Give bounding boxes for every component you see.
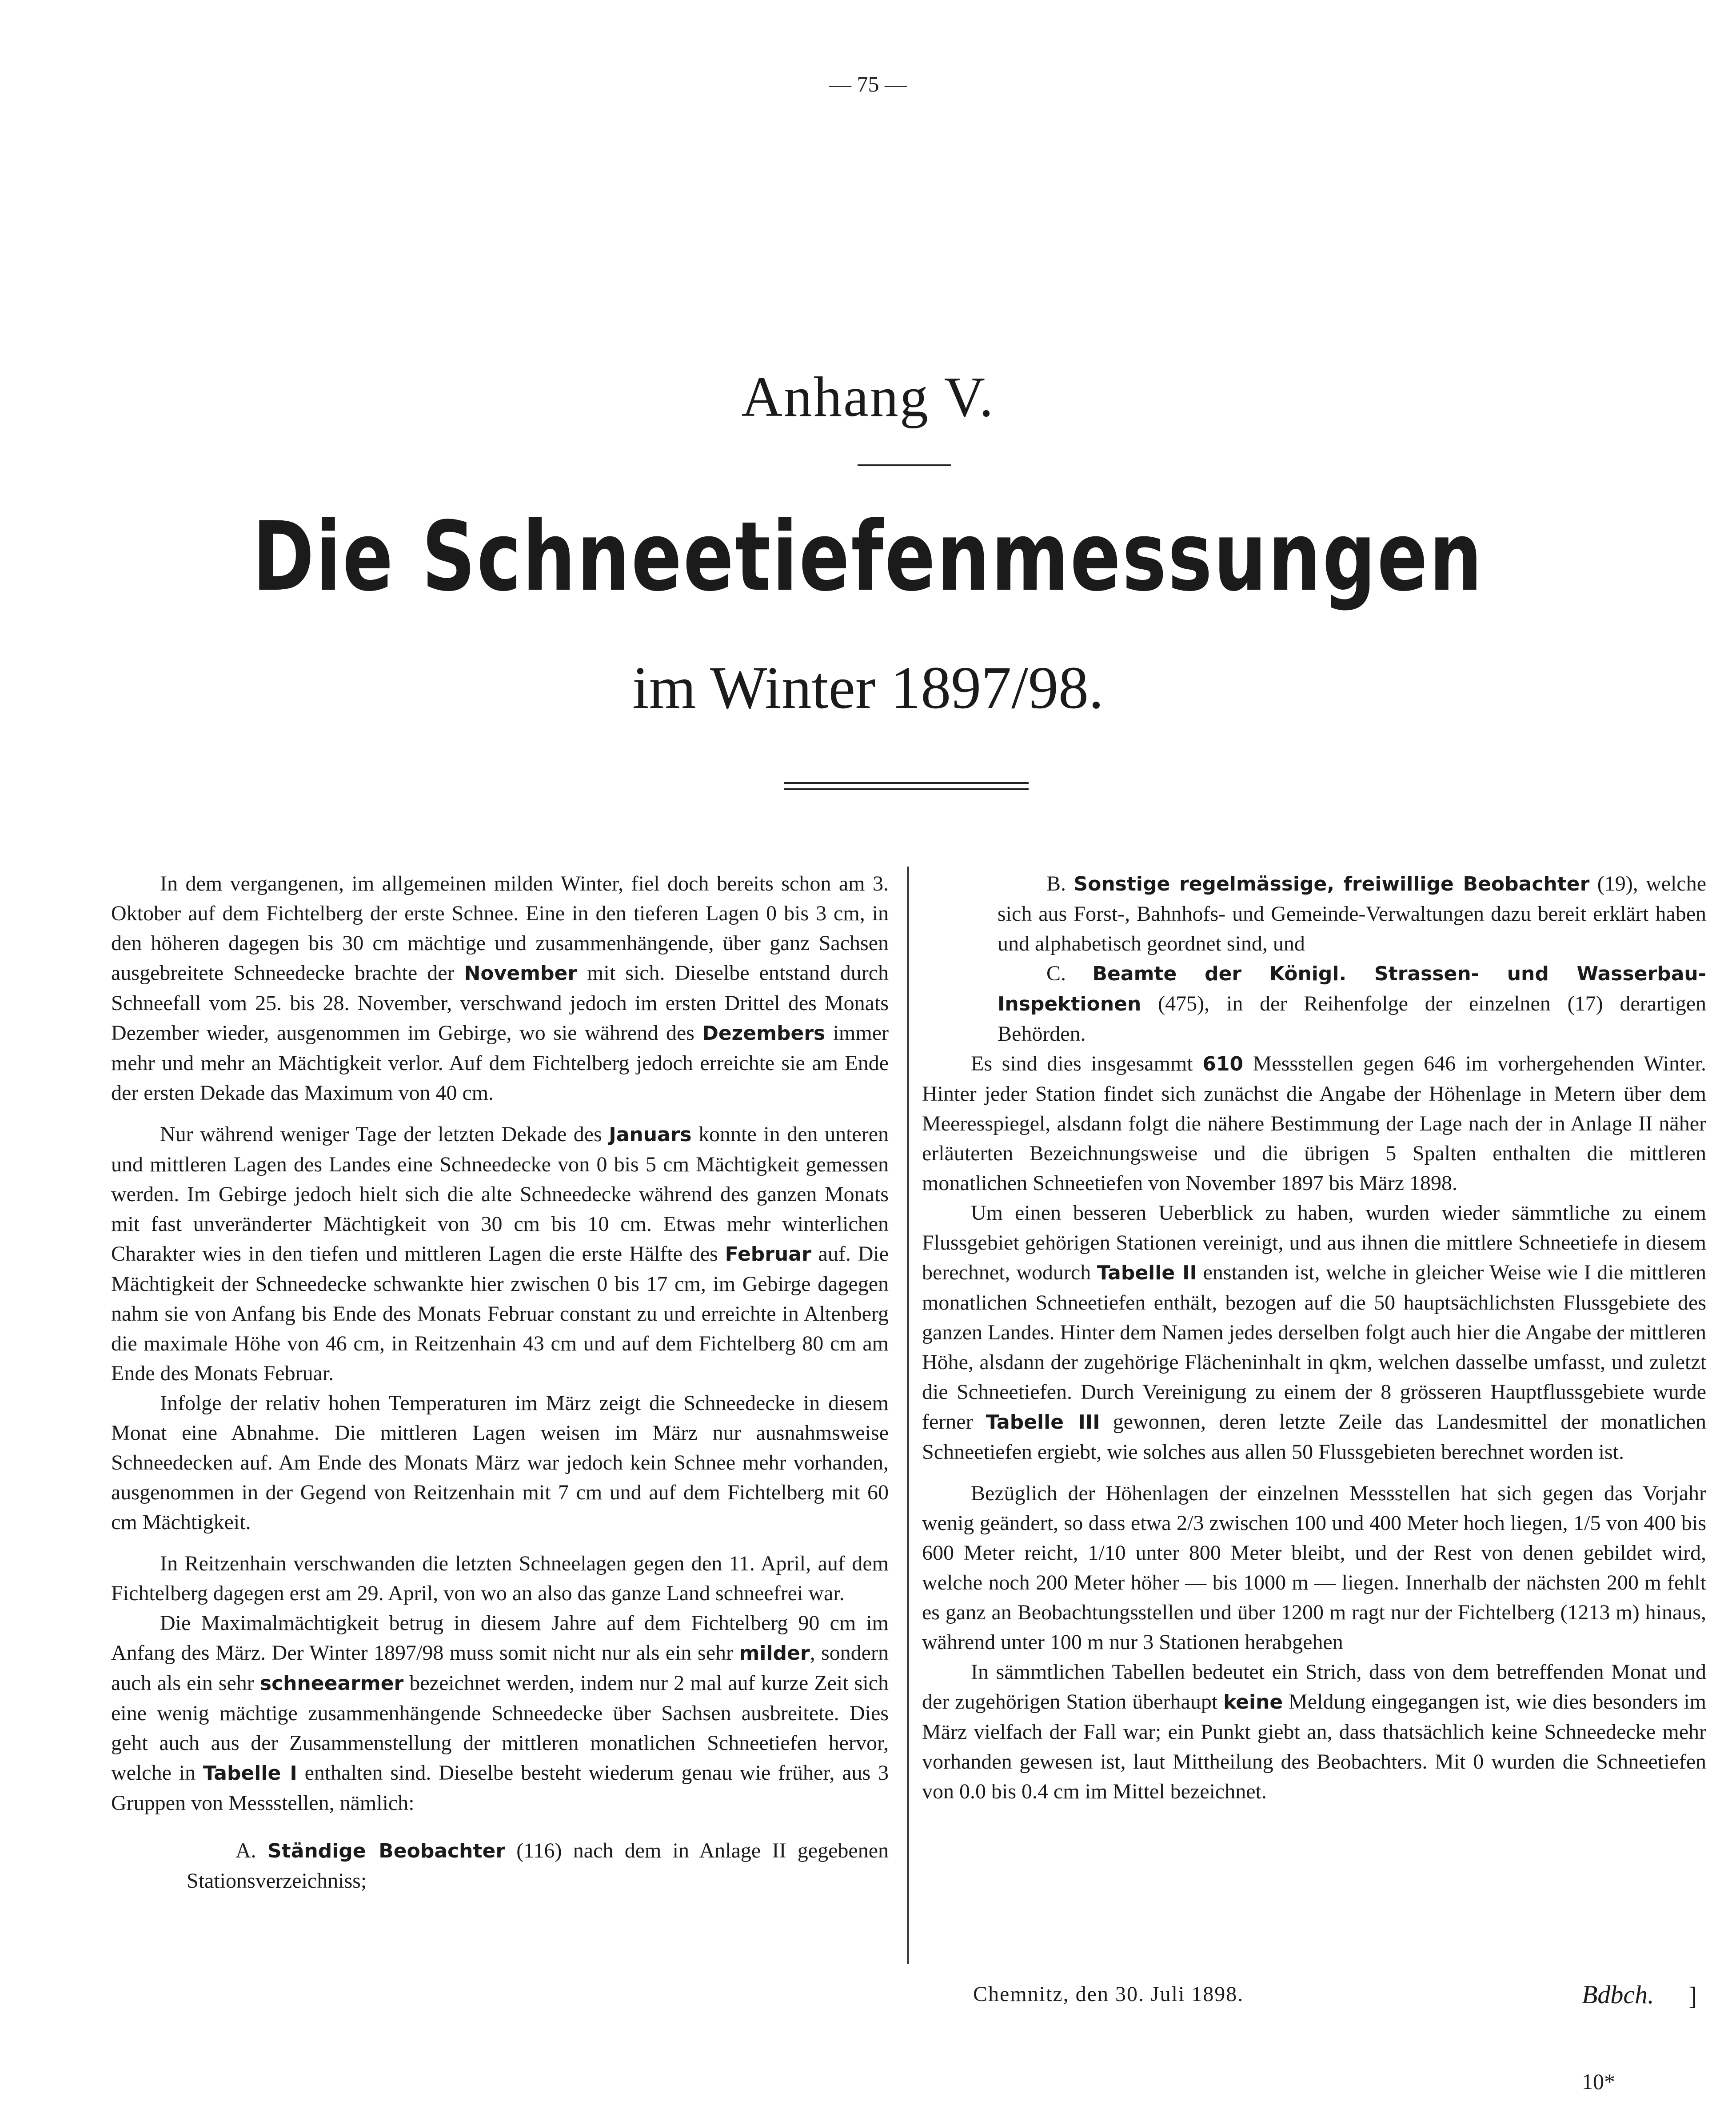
text-run: immer mehr und mehr an Mächtigkeit verlor. Auf dem Fichtelberg jedoch erreichte sie am Ende der ersten Dekade das Maximum von 40 cm. [111, 1021, 889, 1105]
document-subtitle: im Winter 1897/98. [632, 655, 1104, 721]
paragraph [922, 1657, 1706, 1806]
text-run: Es sind dies insgesammt [971, 1052, 1203, 1075]
text-run: In dem vergangenen, im allgemeinen milden Winter, fiel doch bereits schon am 3. Oktober auf dem Fichtelberg der erste Schnee. Eine in den tieferen Lagen 0 bis 3 cm, in den höheren dagegen bis 30 cm mächtige und zusammenhängende, über ganz Sachsen ausgebreitete Schneedecke brachte der [111, 872, 889, 985]
document-title: Die Schneetiefenmessungen [252, 501, 1484, 612]
double-rule [784, 782, 1029, 790]
text-run: zwischen 100 und 400 Meter hoch liegen, [1204, 1511, 1574, 1535]
list-marker: A. [235, 1839, 256, 1862]
text-run: (19), welche sich aus Forst-, Bahnhofs- und Gemeinde-Verwaltungen dazu bereit erklärt haben und alphabetisch geordnet sind, und [998, 872, 1707, 955]
emphasis: Tabelle I [203, 1762, 297, 1785]
signature: Bdbch. [1582, 1980, 1654, 2009]
place-date: Chemnitz, den 30. Juli 1898. [973, 1982, 1244, 2006]
text-run: auf. Die Mächtigkeit der Schneedecke schwankte hier zwischen 0 bis 17 cm, im Gebirge dagegen nahm sie von Anfang bis Ende des Monats Februar constant zu und erreichte in Altenberg die maximale Höhe von 46 cm, in Reitzenhain 43 cm und auf dem Fichtelberg 80 cm am Ende des Monats Februar. [111, 1242, 889, 1385]
list-item-b [922, 869, 1706, 959]
list-marker: C. [1046, 962, 1066, 985]
emphasis: Ständige Beobachter [267, 1840, 506, 1862]
fraction: 1/10 [1088, 1541, 1126, 1565]
emphasis: Tabelle II [1097, 1262, 1197, 1284]
emphasis: Februar [725, 1243, 811, 1266]
left-column [111, 869, 889, 1896]
appendix-heading: Anhang V. [741, 365, 995, 428]
text-run: Die Maximalmächtigkeit betrug in diesem Jahre auf dem Fichtelberg 90 cm im Anfang des März. Der Winter 1897/98 muss somit nicht nur als ein sehr [111, 1611, 889, 1665]
text-run: , sondern auch als ein sehr [111, 1641, 889, 1695]
paragraph [111, 869, 889, 1108]
emphasis: milder [739, 1642, 810, 1665]
sheet-number: 10* [1582, 2069, 1615, 2094]
text-run: gewonnen, deren letzte Zeile das Landesmittel der monatlichen Schneetiefen ergiebt, wie solches aus allen 50 Flussgebieten berechnet worden ist. [922, 1410, 1707, 1464]
text-run: mit sich. Dieselbe entstand durch Schneefall vom 25. bis 28. November, verschwand jedoch im ersten Drittel des Monats Dezember wieder, ausgenommen im Gebirge, wo sie während des [111, 961, 889, 1045]
text-run: Meldung eingegangen ist, wie dies besonders im März vielfach der Fall war; ein Punkt giebt an, dass thatsächlich keine Schneedecke mehr vorhanden gewesen ist, laut Mittheilung des Beobachters. Mit 0 wurden die Schneetiefen von 0.0 bis 0.4 cm im Mittel bezeichnet. [922, 1690, 1706, 1803]
paragraph [922, 1198, 1706, 1467]
list-item-a [111, 1836, 889, 1896]
list-marker: B. [1046, 872, 1066, 895]
paragraph: Infolge der relativ hohen Temperaturen im März zeigt die Schneedecke in diesem Monat eine Abnahme. Die mittleren Lagen weisen im März nur ausnahmsweise Schneedecken auf. Am Ende des Monats März war jedoch kein Schnee mehr vorhanden, ausgenommen in der Gegend von Reitzenhain mit 7 cm und auf dem Fichtelberg mit 60 cm Mächtigkeit. [111, 1391, 889, 1534]
text-run: In sämmtlichen Tabellen bedeutet ein Strich, dass von dem betreffenden Monat und der zugehörigen Station überhaupt [922, 1660, 1706, 1714]
text-run: unter 800 Meter bleibt, und der Rest von denen gebildet wird, welche noch 200 Meter höher — bis 1000 m — liegen. Innerhalb der nächsten 200 m fehlt es ganz an Beobachtungsstellen und über 1200 m ragt nur der Fichtelberg (1213 m) hinaus, während unter 100 m nur 3 Stationen herabgehen [922, 1541, 1707, 1654]
heading-rule [858, 464, 951, 466]
text-run: Bezüglich der Höhenlagen der einzelnen Messstellen hat sich gegen das Vorjahr wenig geändert, so dass etwa [922, 1482, 1706, 1535]
right-column [922, 869, 1706, 1806]
paragraph [922, 1478, 1706, 1657]
column-divider [907, 867, 909, 1964]
emphasis: Januars [609, 1123, 692, 1146]
emphasis: Tabelle III [986, 1411, 1100, 1434]
text-run: bezeichnet werden, indem nur 2 mal auf kurze Zeit sich eine wenig mächtige zusammenhängende Schneedecke über Sachsen ausbreitete. Dies geht auch aus der Zusammenstellung der mittleren monatlichen Schneetiefen hervor, welche in [111, 1671, 889, 1785]
text-run: Um einen besseren Ueberblick zu haben, wurden wieder sämmtliche zu einem Flussgebiet gehörigen Stationen vereinigt, und aus ihnen die mittlere Schneetiefe in diesem berechnet, wodurch [922, 1201, 1706, 1284]
emphasis: Beamte der Königl. Strassen- und Wasserbau-Inspektionen [998, 963, 1706, 1015]
fraction: 2/3 [1177, 1511, 1204, 1535]
text-run: (116) nach dem in Anlage II gegebenen Stationsverzeichniss; [187, 1839, 889, 1893]
emphasis: November [464, 962, 578, 985]
text-run: enthalten sind. Dieselbe besteht wiederum genau wie früher, aus 3 Gruppen von Messstellen, nämlich: [111, 1761, 889, 1815]
text-run: konnte in den unteren und mittleren Lagen des Landes eine Schneedecke von 0 bis 5 cm Mächtigkeit gemessen werden. Im Gebirge jedoch hielt sich die alte Schneedecke während des ganzen Monats mit fast unveränderter Mächtigkeit von 30 cm bis 10 cm. Etwas mehr winterlichen Charakter wies in den tiefen und mittleren Lagen die erste Hälfte des [111, 1122, 889, 1266]
page-number: — 75 — [829, 72, 907, 96]
text-run: Nur während weniger Tage der letzten Dekade des [160, 1122, 609, 1146]
fraction: 1/5 [1573, 1511, 1601, 1535]
list-item-c [922, 959, 1706, 1049]
paragraph [922, 1049, 1706, 1198]
text-run: enstanden ist, welche in gleicher Weise wie I die mittleren monatlichen Schneetiefen enthält, bezogen auf die 50 hauptsächlichsten Flussgebiete des ganzen Landes. Hinter dem Namen jedes derselben folgt auch hier die Angabe der mittleren Höhe, alsdann der zugehörige Flächeninhalt in qkm, welchen dasselbe umfasst, und zuletzt die Schneetiefen. Durch Vereinigung zu einem der 8 grösseren Hauptflussgebiete wurde ferner [922, 1261, 1706, 1434]
paragraph [111, 1119, 889, 1388]
signature-mark: ] [1688, 1981, 1697, 2010]
emphasis: keine [1223, 1691, 1283, 1714]
text-run: Messstellen gegen 646 im vorhergehenden Winter. Hinter jeder Station findet sich zunächst die Angabe der Höhenlage in Metern über dem Meeresspiegel, alsdann folgt die nähere Bestimmung der Lage nach der in Anlage II näher erläuterten Bezeichnungsweise und die übrigen 5 Spalten enthalten die mittleren monatlichen Schneetiefen von November 1897 bis März 1898. [922, 1052, 1706, 1195]
text-run: (475), in der Reihenfolge der einzelnen (17) derartigen Behörden. [998, 992, 1706, 1046]
emphasis: schneearmer [259, 1672, 404, 1695]
paragraph: In Reitzenhain verschwanden die letzten Schneelagen gegen den 11. April, auf dem Fichtelberg dagegen erst am 29. April, von wo an also das ganze Land schneefrei war. [111, 1552, 889, 1605]
emphasis: Dezembers [702, 1022, 826, 1045]
paragraph [111, 1608, 889, 1818]
emphasis: 610 [1202, 1053, 1244, 1075]
text-run: von 400 bis 600 Meter reicht, [922, 1511, 1706, 1565]
emphasis: Sonstige regelmässige, freiwillige Beobachter [1074, 873, 1590, 895]
